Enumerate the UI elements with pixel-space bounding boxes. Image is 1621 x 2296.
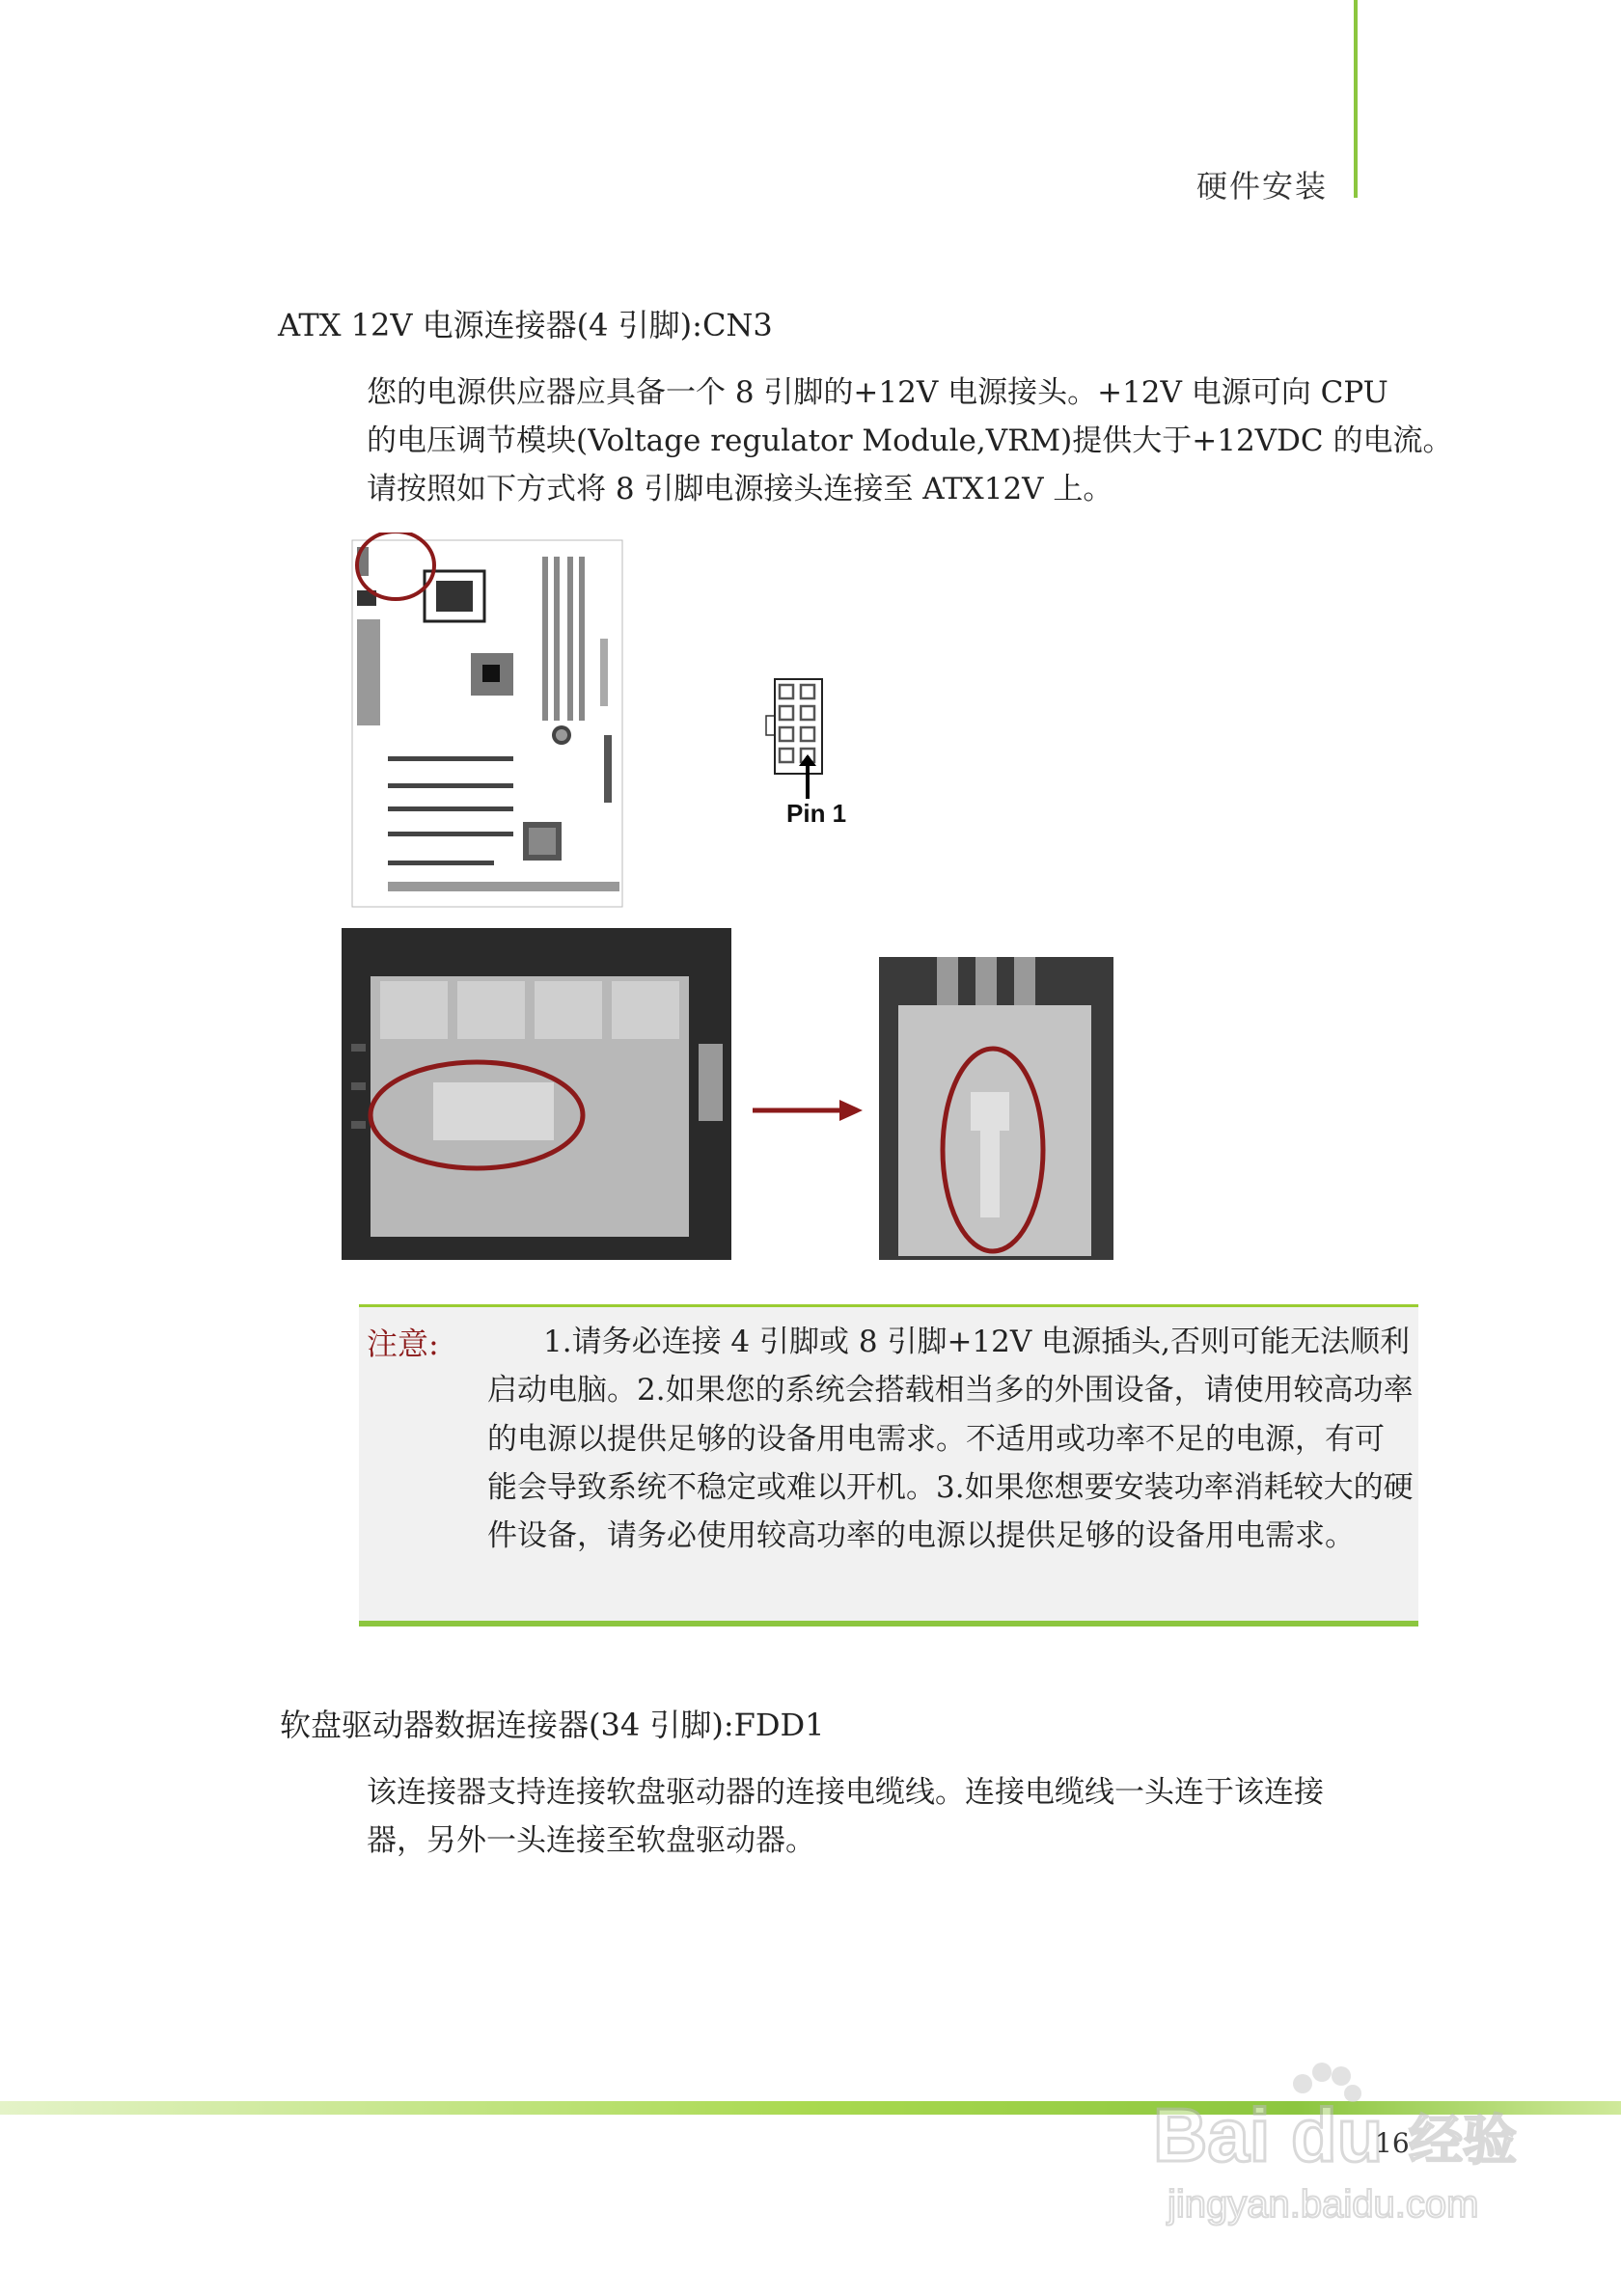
atx12v-description xyxy=(367,369,1453,513)
note-text: 1.请务必连接 4 引脚或 8 引脚+12V 电源插头,否则可能无法顺利启动电脑。2.如果您的系统会搭载相当多的外围设备，请使用较高功率的电源以提供足够的设备用电需求。不适用或功率不足的电源，有可能会导致系统不稳定或难以开机。3.如果您想要安装功率消耗较大的硬件设备，请务必使用较高功率的电源以提供足够的设备用电需求。 xyxy=(487,1325,1414,1554)
atx12v-heading: ATX 12V 电源连接器(4 引脚):CN3 xyxy=(278,307,773,343)
svg-text:jingyan.baidu.com: jingyan.baidu.com xyxy=(1168,2183,1479,2226)
connector-photo-front xyxy=(879,957,1113,1260)
pin1-label: Pin 1 xyxy=(786,799,847,828)
svg-text:Bai du: Bai du xyxy=(1153,2092,1384,2177)
section-title: 硬件安装 xyxy=(1196,168,1329,205)
svg-text:经验: 经验 xyxy=(1409,2110,1517,2173)
arrow-right-icon xyxy=(751,1098,865,1123)
note-label: 注意: xyxy=(367,1326,439,1362)
header-accent-line xyxy=(1354,0,1358,198)
baidu-jingyan-watermark xyxy=(1148,2055,1534,2238)
fdd-heading: 软盘驱动器数据连接器(34 引脚):FDD1 xyxy=(280,1707,825,1743)
connector-photo-side xyxy=(342,928,731,1260)
paragraph-line: 器，另外一头连接至软盘驱动器。 xyxy=(367,1823,815,1858)
fdd-description xyxy=(367,1768,1324,1865)
paragraph-line: 您的电源供应器应具备一个 8 引脚的+12V 电源接头。+12V 电源可向 CPU xyxy=(367,375,1388,410)
paragraph-line: 请按照如下方式将 8 引脚电源接头连接至 ATX12V 上。 xyxy=(367,472,1113,506)
page-number: 16 xyxy=(1375,2127,1410,2159)
motherboard-layout-diagram xyxy=(349,533,629,911)
paragraph-line: 的电压调节模块(Voltage regulator Module,VRM)提供大于+12VDC 的电流。 xyxy=(367,424,1453,458)
paragraph-line: 该连接器支持连接软盘驱动器的连接电缆线。连接电缆线一头连于该连接 xyxy=(367,1775,1324,1810)
